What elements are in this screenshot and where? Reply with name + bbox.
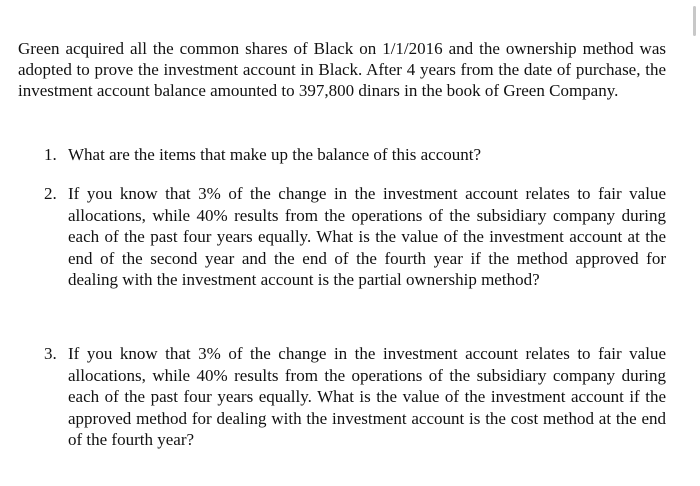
problem-statement: Green acquired all the common shares of Black on 1/1/2016 and the ownership method was adopted to prove the investment account in Black. After 4 years from the date of purchase, the investment account balance amounted to 397,800 dinars in the book of Green Company. [18,39,666,100]
question-number: 2. [44,184,57,203]
question-item [44,144,666,166]
question-number: 3. [44,344,57,363]
question-text: If you know that 3% of the change in the investment account relates to fair value allocations, while 40% results from the operations of the subsidiary company during each of the past four years equally. What is the value of the investment account if the approved method for dealing with the investment account is the cost method at the end of the fourth year? [68,344,666,449]
question-number: 1. [44,145,57,164]
question-text: What are the items that make up the balance of this account? [68,145,482,164]
question-item [44,183,666,291]
scrollbar-thumb[interactable] [693,6,696,36]
question-text: If you know that 3% of the change in the investment account relates to fair value allocations, while 40% results from the operations of the subsidiary company during each of the past four years equally. What is the value of the investment account at the end of the second year and the end of the fourth year if the method approved for dealing with the investment account is the partial ownership method? [68,184,666,289]
question-item [44,343,666,451]
